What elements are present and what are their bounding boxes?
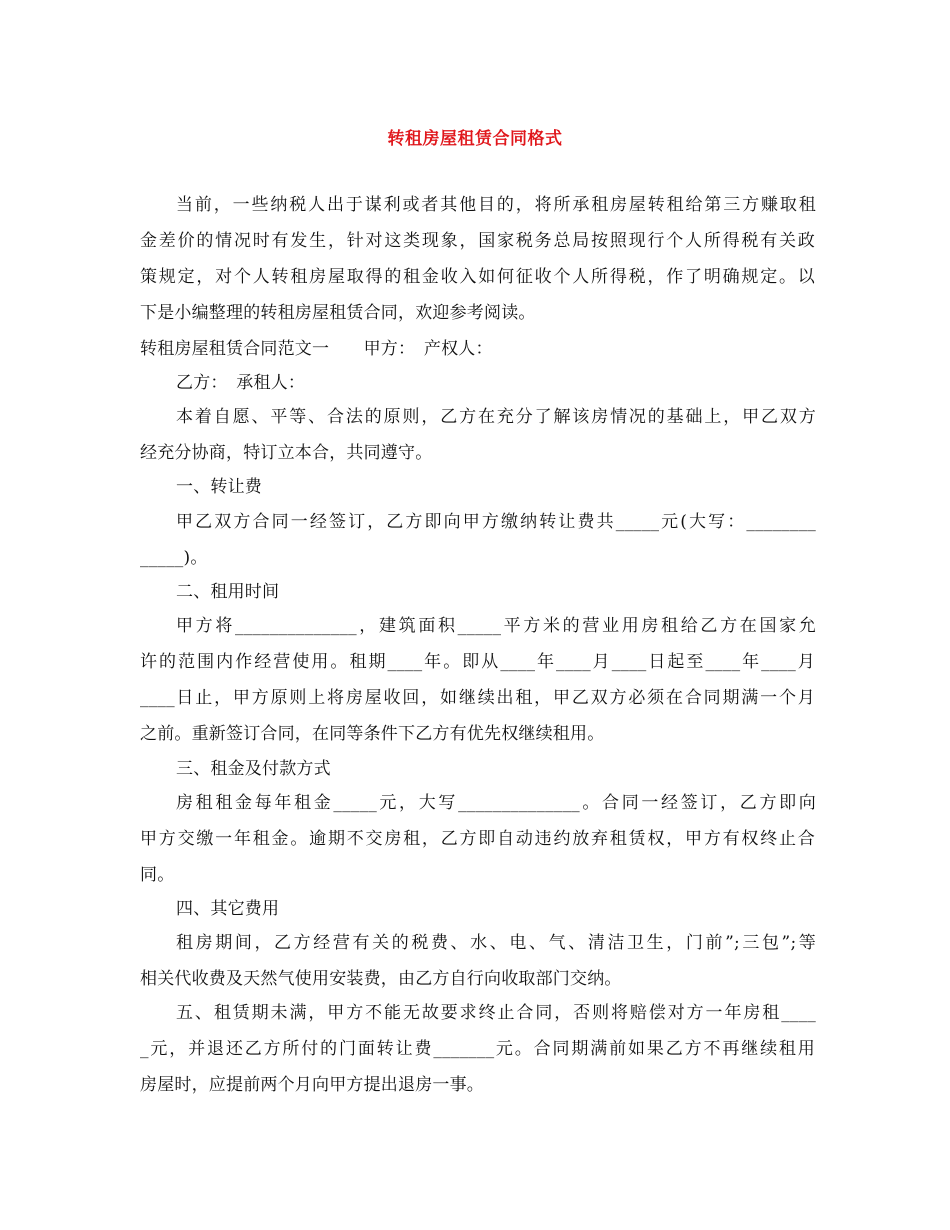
section-heading: 四、其它费用 [176,899,280,919]
paragraph-line: 同。 [140,865,175,885]
section-heading: 二、租用时间 [176,582,280,602]
paragraph-line: 甲乙双方合同一经签订，乙方即向甲方缴纳转让费共_____元(大写：________ [176,512,816,532]
paragraph-line: 甲方交缴一年租金。逾期不交房租，乙方即自动违约放弃租赁权，甲方有权终止合 [140,829,815,849]
paragraph-line: 乙方： 承租人： [176,373,306,393]
paragraph-line: 金差价的情况时有发生，针对这类现象，国家税务总局按照现行个人所得税有关政 [140,231,815,251]
paragraph-line: 之前。重新签订合同，在同等条件下乙方有优先权继续租用。 [140,724,605,744]
document-title: 转租房屋租赁合同格式 [387,129,563,149]
paragraph-line: 许的范围内作经营使用。租期____年。即从____年____月____日起至____年____月 [140,652,815,672]
paragraph-line: 租房期间，乙方经营有关的税费、水、电、气、清洁卫生，门前”;三包”;等 [176,933,816,953]
paragraph-line: 本着自愿、平等、合法的原则，乙方在充分了解该房情况的基础上，甲乙双方 [176,407,816,427]
paragraph-line: _元，并退还乙方所付的门面转让费_______元。合同期满前如果乙方不再继续租用 [140,1039,815,1059]
section-heading: 三、租金及付款方式 [176,759,331,779]
paragraph-line: 房屋时，应提前两个月向甲方提出退房一事。 [140,1075,484,1095]
paragraph-line: _____)。 [140,548,208,568]
paragraph-line: 五、租赁期未满，甲方不能无故要求终止合同，否则将赔偿对方一年房租____ [176,1003,816,1023]
paragraph-line: 策规定，对个人转租房屋取得的租金收入如何征收个人所得税，作了明确规定。以 [140,267,815,287]
paragraph-line: 下是小编整理的转租房屋租赁合同，欢迎参考阅读。 [140,303,536,323]
section-heading: 一、转让费 [176,477,262,497]
paragraph-line: ____日止，甲方原则上将房屋收回，如继续出租，甲乙双方必须在合同期满一个月 [140,688,815,708]
paragraph-line: 转租房屋租赁合同范文一 甲方： 产权人： [140,339,493,359]
paragraph-line: 相关代收费及天然气使用安装费，由乙方自行向收取部门交纳。 [140,969,622,989]
paragraph-line: 甲方将______________，建筑面积_____平方米的营业用房租给乙方在国家允 [176,616,816,636]
paragraph-line: 房租租金每年租金_____元，大写______________。合同一经签订，乙方即向 [176,793,816,813]
paragraph-line: 经充分协商，特订立本合，共同遵守。 [140,443,433,463]
paragraph-line: 当前，一些纳税人出于谋利或者其他目的，将所承租房屋转租给第三方赚取租 [176,195,816,215]
